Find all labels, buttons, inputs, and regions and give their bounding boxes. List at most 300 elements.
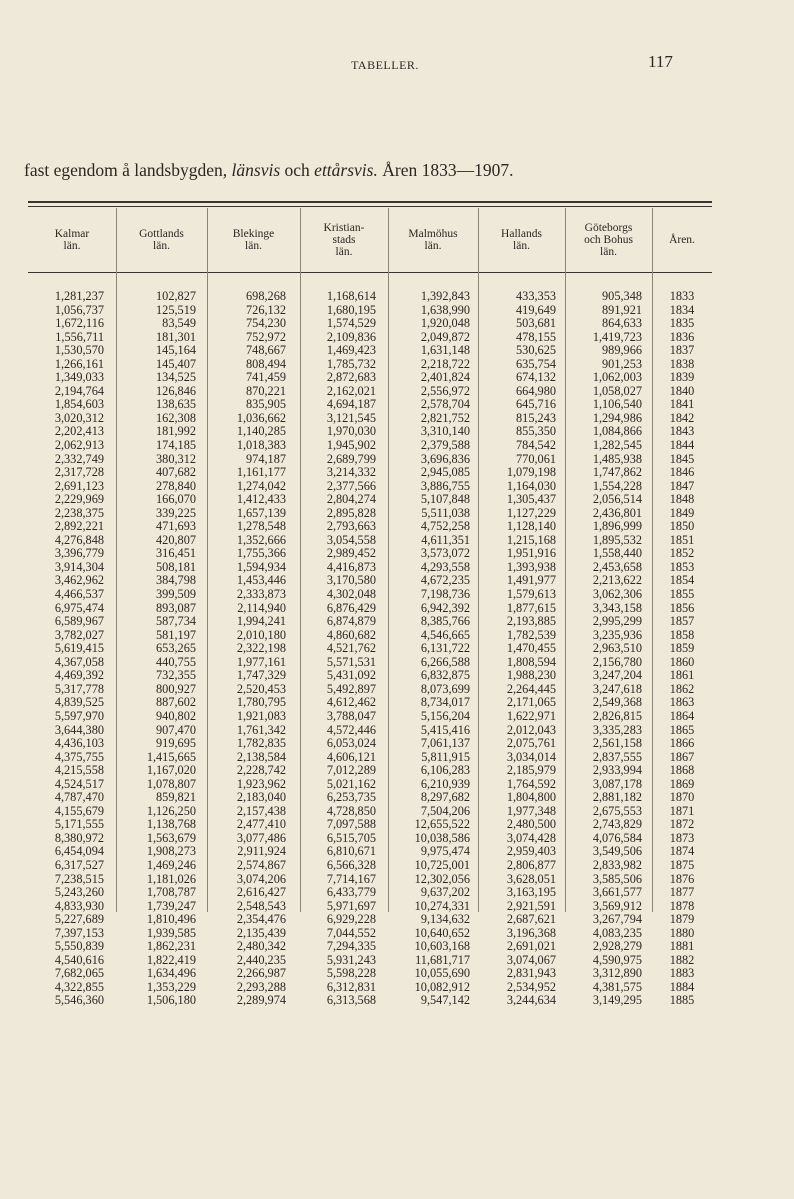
year-cell: 1881 xyxy=(669,939,695,954)
table-cell: 1,672,116 xyxy=(55,316,104,331)
table-cell: 5,243,260 xyxy=(54,885,104,900)
table-cell: 2,743,829 xyxy=(592,817,642,832)
table-cell: 3,585,506 xyxy=(592,871,642,886)
table-cell: 2,691,021 xyxy=(506,939,556,954)
table-row xyxy=(28,967,718,981)
table-cell: 4,215,558 xyxy=(54,763,104,778)
table-cell: 6,874,879 xyxy=(326,614,376,629)
table-cell: 10,055,690 xyxy=(414,966,470,981)
year-cell: 1883 xyxy=(669,966,695,981)
year-cell: 1880 xyxy=(669,925,695,940)
table-cell: 1,708,787 xyxy=(146,885,196,900)
table-cell: 7,238,515 xyxy=(54,871,104,886)
table-cell: 5,597,970 xyxy=(54,708,104,723)
table-cell: 3,244,634 xyxy=(506,993,556,1008)
table-cell: 181,992 xyxy=(156,424,196,439)
table-cell: 2,238,375 xyxy=(54,505,104,520)
table-cell: 4,611,351 xyxy=(421,532,470,547)
table-row xyxy=(28,805,718,819)
table-cell: 3,628,051 xyxy=(506,871,556,886)
table-cell: 6,832,875 xyxy=(420,668,470,683)
year-cell: 1877 xyxy=(669,885,695,900)
table-cell: 8,734,017 xyxy=(420,695,470,710)
table-cell: 1,747,329 xyxy=(236,668,286,683)
table-cell: 4,728,850 xyxy=(326,803,376,818)
year-cell: 1879 xyxy=(669,912,695,927)
table-cell: 1,058,027 xyxy=(592,383,642,398)
table-cell: 1,631,148 xyxy=(420,343,470,358)
table-row xyxy=(28,724,718,738)
year-cell: 1856 xyxy=(669,600,695,615)
table-cell: 3,170,580 xyxy=(326,573,376,588)
table-cell: 1,939,585 xyxy=(146,925,196,940)
table-cell: 2,881,182 xyxy=(592,790,642,805)
table-cell: 919,695 xyxy=(156,736,196,751)
table-row xyxy=(28,818,718,832)
table-cell: 6,210,939 xyxy=(420,776,470,791)
table-cell: 1,554,228 xyxy=(592,478,642,493)
year-cell: 1845 xyxy=(669,451,695,466)
table-cell: 2,266,987 xyxy=(236,966,286,981)
table-cell: 974,187 xyxy=(246,451,286,466)
table-cell: 1,764,592 xyxy=(506,776,556,791)
table-cell: 989,966 xyxy=(602,343,642,358)
year-cell: 1835 xyxy=(669,316,695,331)
year-cell: 1858 xyxy=(669,627,695,642)
table-cell: 3,121,545 xyxy=(326,410,376,425)
table-cell: 2,831,943 xyxy=(506,966,556,981)
table-cell: 2,162,021 xyxy=(326,383,376,398)
table-cell: 741,459 xyxy=(246,370,286,385)
table-row xyxy=(28,290,718,304)
table-cell: 2,332,749 xyxy=(54,451,104,466)
table-cell: 9,547,142 xyxy=(420,993,470,1008)
table-cell: 1,556,711 xyxy=(55,329,104,344)
year-cell: 1838 xyxy=(669,356,695,371)
table-cell: 2,012,043 xyxy=(506,722,556,737)
caption-italic-1: länsvis xyxy=(231,160,281,180)
table-cell: 1,079,198 xyxy=(506,465,556,480)
table-cell: 9,134,632 xyxy=(420,912,470,927)
table-cell: 3,074,206 xyxy=(236,871,286,886)
table-cell: 2,377,566 xyxy=(326,478,376,493)
table-cell: 1,181,026 xyxy=(146,871,196,886)
table-cell: 4,694,187 xyxy=(326,397,376,412)
table-row xyxy=(28,534,718,548)
table-cell: 12,655,522 xyxy=(414,817,470,832)
table-cell: 2,322,198 xyxy=(236,641,286,656)
table-cell: 1,634,496 xyxy=(146,966,196,981)
table-cell: 1,739,247 xyxy=(146,898,196,913)
table-cell: 5,021,162 xyxy=(326,776,376,791)
year-cell: 1833 xyxy=(669,289,695,303)
table-cell: 1,877,615 xyxy=(506,600,556,615)
table-cell: 3,247,618 xyxy=(592,681,642,696)
table-cell: 1,563,679 xyxy=(146,830,196,845)
table-cell: 3,396,779 xyxy=(54,546,104,561)
column-header: Malmöhus län. xyxy=(408,228,458,252)
table-cell: 10,038,586 xyxy=(414,830,470,845)
table-cell: 1,282,545 xyxy=(592,438,642,453)
year-cell: 1885 xyxy=(669,993,695,1008)
table-cell: 4,466,537 xyxy=(54,587,104,602)
table-cell: 9,637,202 xyxy=(420,885,470,900)
table-cell: 4,572,446 xyxy=(326,722,376,737)
table-row xyxy=(28,940,718,954)
table-cell: 138,635 xyxy=(156,397,196,412)
table-row xyxy=(28,994,718,1008)
year-cell: 1873 xyxy=(669,830,695,845)
table-cell: 1,453,446 xyxy=(236,573,286,588)
table-cell: 2,213,622 xyxy=(592,573,642,588)
table-cell: 2,687,621 xyxy=(506,912,556,927)
table-row xyxy=(28,439,718,453)
year-cell: 1871 xyxy=(669,803,695,818)
table-cell: 674,132 xyxy=(516,370,556,385)
table-cell: 3,074,428 xyxy=(506,830,556,845)
table-cell: 2,556,972 xyxy=(420,383,470,398)
table-cell: 3,661,577 xyxy=(592,885,642,900)
table-cell: 7,294,335 xyxy=(326,939,376,954)
table-cell: 754,230 xyxy=(246,316,286,331)
table-cell: 3,644,380 xyxy=(54,722,104,737)
table-cell: 3,214,332 xyxy=(326,465,376,480)
table-cell: 2,436,801 xyxy=(592,505,642,520)
table-cell: 698,268 xyxy=(246,289,286,303)
table-cell: 102,827 xyxy=(156,289,196,303)
table-cell: 3,054,558 xyxy=(326,532,376,547)
table-row xyxy=(28,317,718,331)
table-cell: 6,975,474 xyxy=(54,600,104,615)
table-cell: 471,693 xyxy=(156,519,196,534)
table-cell: 653,265 xyxy=(156,641,196,656)
table-row xyxy=(28,900,718,914)
table-cell: 1,393,938 xyxy=(506,559,556,574)
table-cell: 5,156,204 xyxy=(420,708,470,723)
table-cell: 1,822,419 xyxy=(146,952,196,967)
year-cell: 1884 xyxy=(669,979,695,994)
table-cell: 3,247,204 xyxy=(592,668,642,683)
year-cell: 1837 xyxy=(669,343,695,358)
table-row xyxy=(28,669,718,683)
table-cell: 4,155,679 xyxy=(54,803,104,818)
table-cell: 12,302,056 xyxy=(414,871,470,886)
table-cell: 1,680,195 xyxy=(326,302,376,317)
table-row xyxy=(28,629,718,643)
table-cell: 508,181 xyxy=(156,559,196,574)
table-cell: 2,193,885 xyxy=(506,614,556,629)
page-number: 117 xyxy=(648,52,673,71)
table-cell: 166,070 xyxy=(156,492,196,507)
table-cell: 4,521,762 xyxy=(326,641,376,656)
column-header: Kristian- stads län. xyxy=(323,222,365,258)
year-cell: 1841 xyxy=(669,397,695,412)
table-row xyxy=(28,371,718,385)
table-row xyxy=(28,574,718,588)
table-cell: 440,755 xyxy=(156,654,196,669)
table-cell: 5,571,531 xyxy=(326,654,376,669)
table-cell: 7,012,289 xyxy=(326,763,376,778)
table-row xyxy=(28,425,718,439)
table-cell: 4,839,525 xyxy=(54,695,104,710)
table-cell: 1,755,366 xyxy=(236,546,286,561)
table-cell: 5,511,038 xyxy=(421,505,470,520)
table-cell: 5,492,897 xyxy=(326,681,376,696)
year-cell: 1847 xyxy=(669,478,695,493)
table-header-rule xyxy=(28,272,712,273)
table-cell: 1,747,862 xyxy=(592,465,642,480)
table-cell: 4,672,235 xyxy=(420,573,470,588)
table-cell: 6,106,283 xyxy=(420,763,470,778)
table-cell: 1,412,433 xyxy=(236,492,286,507)
table-cell: 1,062,003 xyxy=(592,370,642,385)
table-row xyxy=(28,588,718,602)
table-cell: 940,802 xyxy=(156,708,196,723)
table-cell: 2,333,873 xyxy=(236,587,286,602)
table-cell: 1,305,437 xyxy=(506,492,556,507)
table-cell: 2,793,663 xyxy=(326,519,376,534)
table-cell: 4,083,235 xyxy=(592,925,642,940)
table-cell: 3,914,304 xyxy=(54,559,104,574)
table-cell: 7,504,206 xyxy=(420,803,470,818)
year-cell: 1846 xyxy=(669,465,695,480)
table-cell: 2,049,872 xyxy=(420,329,470,344)
table-cell: 1,594,934 xyxy=(236,559,286,574)
caption-text-2: och xyxy=(280,160,315,180)
table-cell: 2,520,453 xyxy=(236,681,286,696)
table-cell: 2,821,752 xyxy=(420,410,470,425)
table-cell: 1,140,285 xyxy=(236,424,286,439)
table-cell: 4,381,575 xyxy=(592,979,642,994)
table-cell: 399,509 xyxy=(156,587,196,602)
table-cell: 6,515,705 xyxy=(326,830,376,845)
year-cell: 1863 xyxy=(669,695,695,710)
table-cell: 83,549 xyxy=(162,316,196,331)
year-cell: 1882 xyxy=(669,952,695,967)
table-cell: 278,840 xyxy=(156,478,196,493)
table-cell: 1,945,902 xyxy=(326,438,376,453)
table-cell: 4,546,665 xyxy=(420,627,470,642)
table-cell: 420,807 xyxy=(156,532,196,547)
table-cell: 2,675,553 xyxy=(592,803,642,818)
table-cell: 1,126,250 xyxy=(146,803,196,818)
table-cell: 4,436,103 xyxy=(54,736,104,751)
table-cell: 6,266,588 xyxy=(420,654,470,669)
table-cell: 1,970,030 xyxy=(326,424,376,439)
table-cell: 1,419,723 xyxy=(592,329,642,344)
table-cell: 1,977,161 xyxy=(236,654,286,669)
table-cell: 2,157,438 xyxy=(236,803,286,818)
table-cell: 4,367,058 xyxy=(54,654,104,669)
table-cell: 3,087,178 xyxy=(592,776,642,791)
table-cell: 10,274,331 xyxy=(414,898,470,913)
table-cell: 2,933,994 xyxy=(592,763,642,778)
table-cell: 2,963,510 xyxy=(592,641,642,656)
table-cell: 2,379,588 xyxy=(420,438,470,453)
table-cell: 732,355 xyxy=(156,668,196,683)
table-cell: 1,106,540 xyxy=(592,397,642,412)
table-cell: 4,787,470 xyxy=(54,790,104,805)
table-cell: 5,317,778 xyxy=(54,681,104,696)
table-cell: 2,354,476 xyxy=(236,912,286,927)
table-cell: 1,215,168 xyxy=(506,532,556,547)
table-cell: 3,020,312 xyxy=(54,410,104,425)
table-row xyxy=(28,344,718,358)
table-cell: 2,135,439 xyxy=(236,925,286,940)
table-cell: 1,274,042 xyxy=(236,478,286,493)
table-cell: 808,494 xyxy=(246,356,286,371)
year-cell: 1851 xyxy=(669,532,695,547)
table-cell: 3,782,027 xyxy=(54,627,104,642)
table-cell: 2,995,299 xyxy=(592,614,642,629)
table-cell: 1,167,020 xyxy=(146,763,196,778)
table-cell: 2,574,867 xyxy=(236,857,286,872)
year-cell: 1855 xyxy=(669,587,695,602)
table-cell: 2,480,342 xyxy=(236,939,286,954)
table-cell: 181,301 xyxy=(156,329,196,344)
table-cell: 635,754 xyxy=(516,356,556,371)
table-cell: 835,905 xyxy=(246,397,286,412)
table-cell: 2,401,824 xyxy=(420,370,470,385)
table-cell: 1,164,030 xyxy=(506,478,556,493)
table-row xyxy=(28,927,718,941)
table-cell: 10,725,001 xyxy=(414,857,470,872)
table-row xyxy=(28,764,718,778)
table-cell: 1,469,246 xyxy=(146,857,196,872)
table-cell: 1,862,231 xyxy=(146,939,196,954)
table-cell: 4,322,855 xyxy=(54,979,104,994)
table-row xyxy=(28,331,718,345)
year-cell: 1834 xyxy=(669,302,695,317)
table-cell: 2,921,591 xyxy=(506,898,556,913)
table-cell: 2,691,123 xyxy=(54,478,104,493)
table-cell: 2,959,403 xyxy=(506,844,556,859)
table-row xyxy=(28,791,718,805)
table-cell: 6,317,527 xyxy=(54,857,104,872)
table-cell: 2,945,085 xyxy=(420,465,470,480)
table-cell: 1,530,570 xyxy=(54,343,104,358)
table-cell: 380,312 xyxy=(156,451,196,466)
table-row xyxy=(28,683,718,697)
table-cell: 7,044,552 xyxy=(326,925,376,940)
year-cell: 1849 xyxy=(669,505,695,520)
table-cell: 4,590,975 xyxy=(592,952,642,967)
table-cell: 316,451 xyxy=(156,546,196,561)
table-row xyxy=(28,547,718,561)
column-header: Kalmar län. xyxy=(54,228,90,252)
table-cell: 2,440,235 xyxy=(236,952,286,967)
table-cell: 6,876,429 xyxy=(326,600,376,615)
table-cell: 1,810,496 xyxy=(146,912,196,927)
table-row xyxy=(28,656,718,670)
table-cell: 4,540,616 xyxy=(54,952,104,967)
table-cell: 752,972 xyxy=(246,329,286,344)
table-cell: 5,415,416 xyxy=(420,722,470,737)
table-cell: 1,921,083 xyxy=(236,708,286,723)
table-cell: 2,689,799 xyxy=(326,451,376,466)
column-header: Göteborgs och Bohus län. xyxy=(584,222,633,258)
year-cell: 1844 xyxy=(669,438,695,453)
table-cell: 3,573,072 xyxy=(420,546,470,561)
table-cell: 3,196,368 xyxy=(506,925,556,940)
table-cell: 384,798 xyxy=(156,573,196,588)
table-cell: 4,416,873 xyxy=(326,559,376,574)
column-header: Åren. xyxy=(669,234,695,246)
table-cell: 1,470,455 xyxy=(506,641,556,656)
table-row xyxy=(28,385,718,399)
table-cell: 1,785,732 xyxy=(326,356,376,371)
table-cell: 2,837,555 xyxy=(592,749,642,764)
table-cell: 1,804,800 xyxy=(506,790,556,805)
table-cell: 1,780,795 xyxy=(236,695,286,710)
table-cell: 901,253 xyxy=(602,356,642,371)
table-cell: 3,462,962 xyxy=(54,573,104,588)
table-cell: 2,156,780 xyxy=(592,654,642,669)
year-cell: 1872 xyxy=(669,817,695,832)
table-cell: 2,561,158 xyxy=(592,736,642,751)
table-cell: 1,622,971 xyxy=(506,708,556,723)
table-cell: 893,087 xyxy=(156,600,196,615)
table-cell: 1,896,999 xyxy=(592,519,642,534)
table-cell: 1,920,048 xyxy=(420,316,470,331)
table-cell: 2,480,500 xyxy=(506,817,556,832)
table-cell: 1,854,603 xyxy=(54,397,104,412)
year-cell: 1842 xyxy=(669,410,695,425)
table-cell: 4,375,755 xyxy=(54,749,104,764)
table-cell: 2,114,940 xyxy=(237,600,286,615)
table-cell: 1,353,229 xyxy=(146,979,196,994)
table-cell: 859,821 xyxy=(156,790,196,805)
table-cell: 5,619,415 xyxy=(54,641,104,656)
table-cell: 7,682,065 xyxy=(54,966,104,981)
table-cell: 2,578,704 xyxy=(420,397,470,412)
table-cell: 4,612,462 xyxy=(326,695,376,710)
table-cell: 3,335,283 xyxy=(592,722,642,737)
table-cell: 8,073,699 xyxy=(420,681,470,696)
table-cell: 2,194,764 xyxy=(54,383,104,398)
table-cell: 7,397,153 xyxy=(54,925,104,940)
table-row xyxy=(28,520,718,534)
table-cell: 3,886,755 xyxy=(420,478,470,493)
table-cell: 5,546,360 xyxy=(54,993,104,1008)
column-header: Gottlands län. xyxy=(139,228,184,252)
table-cell: 2,989,452 xyxy=(326,546,376,561)
table-row xyxy=(28,913,718,927)
table-cell: 174,185 xyxy=(156,438,196,453)
table-cell: 1,415,665 xyxy=(146,749,196,764)
table-cell: 6,589,967 xyxy=(54,614,104,629)
table-cell: 5,550,839 xyxy=(54,939,104,954)
table-cell: 7,061,137 xyxy=(420,736,470,751)
table-cell: 8,385,766 xyxy=(420,614,470,629)
year-cell: 1860 xyxy=(669,654,695,669)
table-cell: 433,353 xyxy=(516,289,556,303)
table-row xyxy=(28,466,718,480)
table-cell: 3,343,158 xyxy=(592,600,642,615)
table-cell: 530,625 xyxy=(516,343,556,358)
table-cell: 581,197 xyxy=(156,627,196,642)
table-row xyxy=(28,778,718,792)
table-cell: 1,056,737 xyxy=(54,302,104,317)
table-cell: 407,682 xyxy=(156,465,196,480)
table-cell: 2,056,514 xyxy=(592,492,642,507)
table-cell: 10,082,912 xyxy=(414,979,470,994)
table-row xyxy=(28,873,718,887)
table-cell: 2,183,040 xyxy=(236,790,286,805)
table-cell: 10,603,168 xyxy=(414,939,470,954)
table-cell: 905,348 xyxy=(602,289,642,303)
table-cell: 3,549,506 xyxy=(592,844,642,859)
